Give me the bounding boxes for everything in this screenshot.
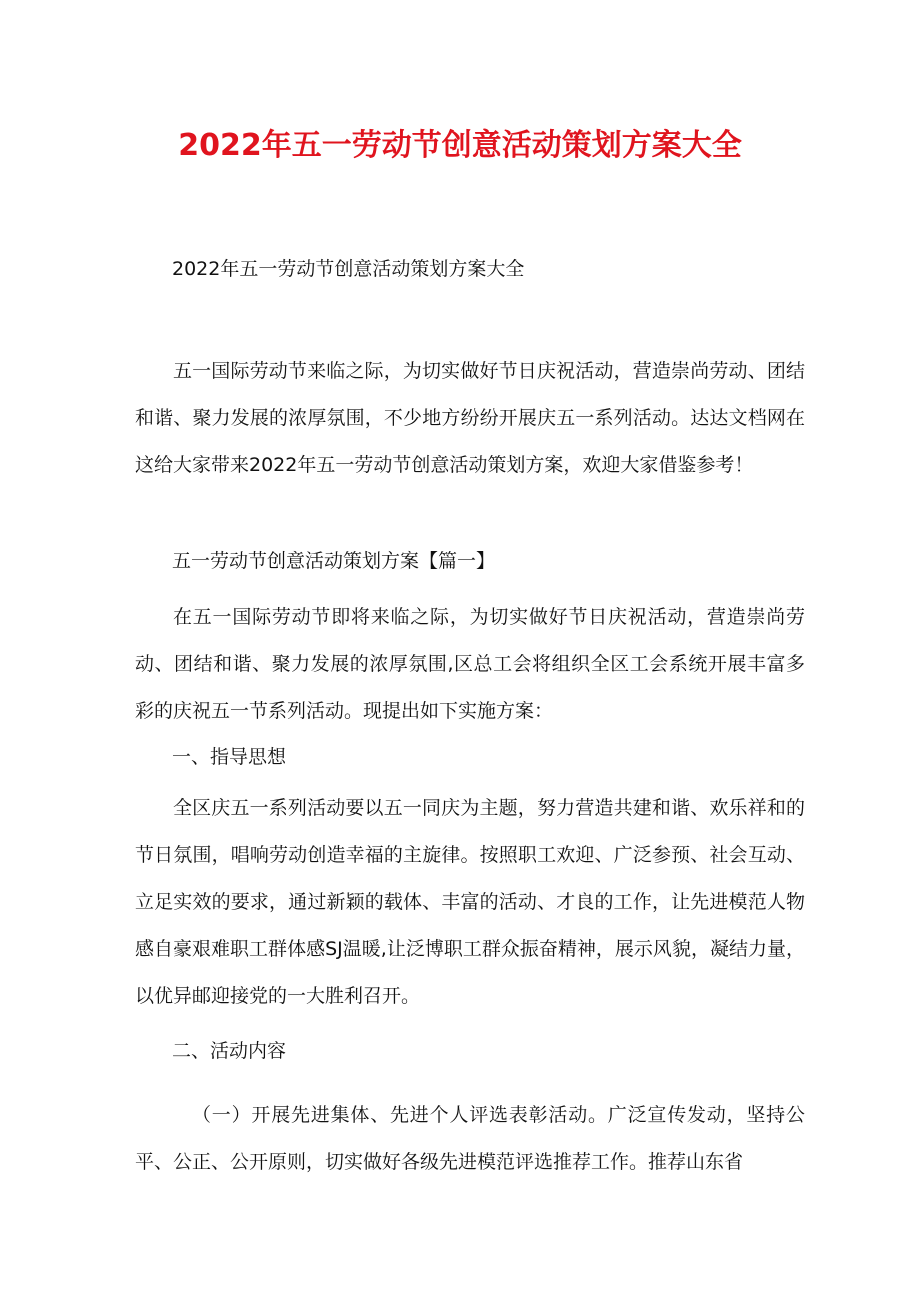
part1-intro-paragraph: 在五一国际劳动节即将来临之际，为切实做好节日庆祝活动，营造崇尚劳动、团结和谐、聚力发展的浓厚氛围,区总工会将组织全区工会系统开展丰富多彩的庆祝五一节系列活动。现提出如下实施方案： [135, 606, 805, 722]
section2-item1-paragraph: （一）开展先进集体、先进个人评选表彰活动。广泛宣传发动，坚持公平、公正、公开原则，切实做好各级先进模范评选推荐工作。推荐山东省 [135, 1104, 805, 1173]
intro-paragraph: 五一国际劳动节来临之际，为切实做好节日庆祝活动，营造崇尚劳动、团结和谐、聚力发展的浓厚氛围，不少地方纷纷开展庆五一系列活动。达达文档网在这给大家带来2022年五一劳动节创意活动策划方案，欢迎大家借鉴参考！ [135, 360, 805, 476]
section1-paragraph: 全区庆五一系列活动要以五一同庆为主题，努力营造共建和谐、欢乐祥和的节日氛围，唱响劳动创造幸福的主旋律。按照职工欢迎、广泛参预、社会互动、立足实效的要求，通过新颖的载体、丰富的活动、才良的工作，让先进模范人物感自豪艰难职工群体感SJ温暖,让泛博职工群众振奋精神，展示风貌，凝结力量，以优异邮迎接党的一大胜利召开。 [135, 797, 805, 1007]
document-title: 2022年五一劳动节创意活动策划方案大全 [178, 128, 742, 163]
document-subtitle: 2022年五一劳动节创意活动策划方案大全 [172, 258, 525, 280]
section2-heading: 二、活动内容 [172, 1040, 287, 1062]
section1-heading: 一、指导思想 [172, 746, 287, 768]
part1-heading: 五一劳动节创意活动策划方案【篇一】 [172, 550, 496, 572]
